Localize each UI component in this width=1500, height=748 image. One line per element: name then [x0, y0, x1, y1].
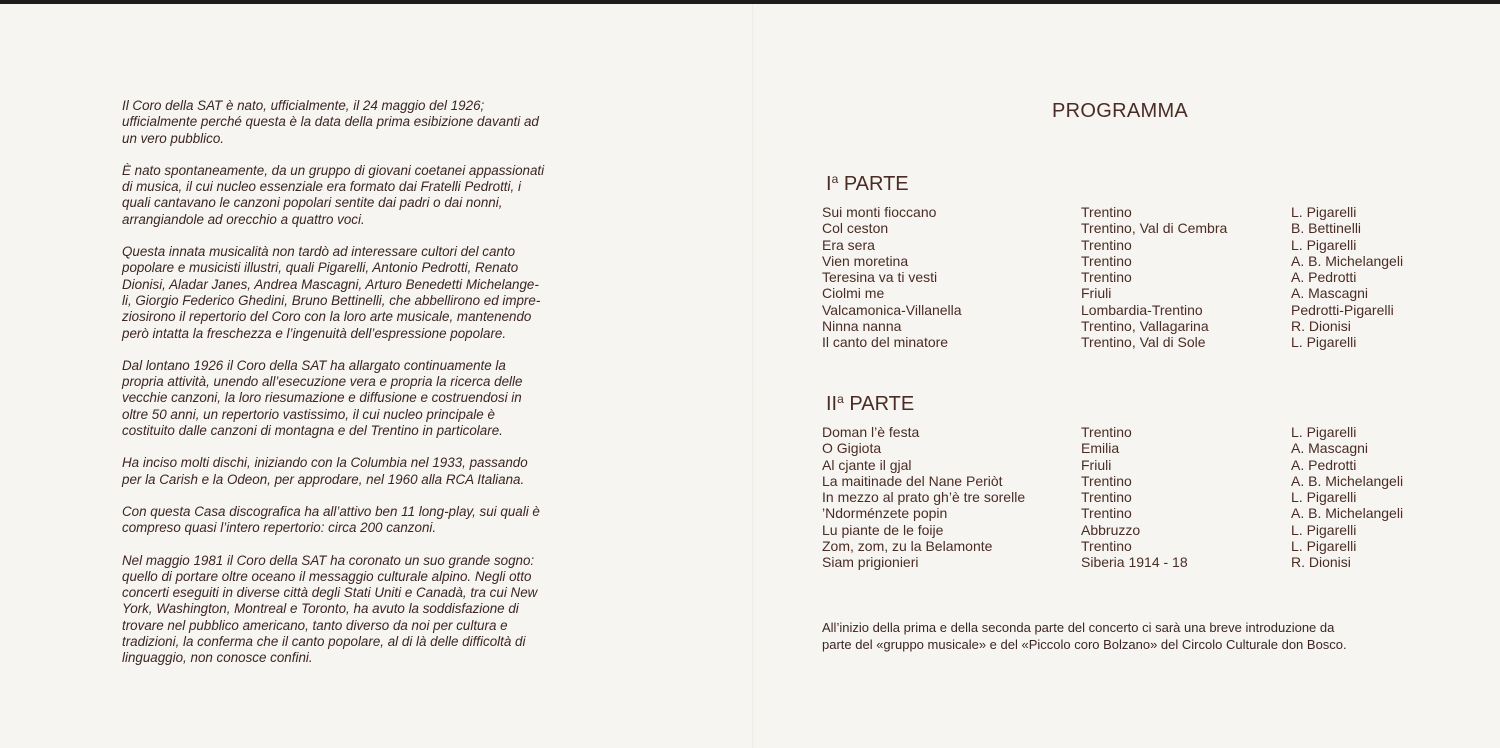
song-region: Trentino	[1081, 204, 1132, 220]
part-2-sup: a	[837, 392, 844, 406]
top-edge	[0, 0, 1500, 4]
song-title: In mezzo al prato gh’è tre sorelle	[822, 489, 1026, 506]
page-fold	[752, 4, 754, 748]
part-1-roman: I	[826, 173, 832, 195]
part-1-sup: a	[831, 172, 839, 186]
song-title: Zom, zom, zu la Belamonte	[822, 538, 993, 555]
song-title: Vien moretina	[822, 252, 909, 269]
song-title: Sui monti fioccano	[822, 204, 937, 220]
paragraph: Il Coro della SAT è nato, ufficialmente, il 24 maggio del 1926; ufficialmente perché questa è la data della prima esibizione davanti ad un vero pubblico.	[122, 98, 539, 146]
part-1-heading	[826, 172, 909, 196]
song-arranger: L. Pigarelli	[1291, 334, 1357, 351]
song-title: Era sera	[822, 236, 875, 253]
paragraph: Con questa Casa discografica ha all’attivo ben 11 long-play, sui quali è compreso quasi l’intero repertorio: circa 200 canzoni.	[122, 503, 540, 536]
song-title: Col ceston	[822, 220, 889, 237]
song-arranger: L. Pigarelli	[1291, 538, 1357, 555]
song-arranger: A. Mascagni	[1291, 285, 1369, 302]
paragraph: Ha inciso molti dischi, iniziando con la Columbia nel 1933, passando per la Carish e la Odeon, per approdare, nel 1960 alla RCA Italiana.	[122, 455, 528, 487]
song-region: Lombardia-Trentino	[1081, 301, 1203, 318]
song-arranger: A. Pedrotti	[1291, 456, 1357, 473]
paragraph: Nel maggio 1981 il Coro della SAT ha coronato un suo grande sogno: quello di portare oltre oceano il messaggio culturale alpino. Negli otto concerti eseguiti in diverse città degli Stati Uniti e Canadà, tra cui New York, Washington, Montreal e Toronto, ha avuto la soddisfazione di trovare nel pubblico americano, tanto diverso da noi per cultura e tradizioni, la conferma che il canto popolare, al di là delle difficoltà di linguaggio, non conosce confini.	[122, 552, 538, 666]
song-region: Trentino	[1081, 505, 1132, 522]
song-title: Siam prigionieri	[822, 554, 919, 571]
song-region: Siberia 1914 - 18	[1081, 554, 1188, 571]
song-region: Trentino	[1081, 236, 1132, 253]
song-region: Friuli	[1081, 456, 1112, 473]
song-arranger: R. Dionisi	[1291, 318, 1351, 335]
song-arranger: A. Mascagni	[1291, 440, 1369, 457]
song-title: Ninna nanna	[822, 318, 902, 335]
part-2-roman: II	[826, 393, 838, 415]
paragraph: Questa innata musicalità non tardò ad interessare cultori del canto popolare e musicisti illustri, quali Pigarelli, Antonio Pedrotti, Renato Dionisi, Aladar Janes, Andrea Mascagni, Arturo Benedetti Michelange- li, Giorgio Federico Ghedini, Bruno Bettinelli, che abbellirono ed impre- ziosirono il repertorio del Coro con la loro arte musicale, mantenendo però intatta la freschezza e l’ingenuità dell’espressione popolare.	[122, 244, 541, 341]
song-arranger: A. Pedrotti	[1291, 269, 1357, 286]
song-arranger: B. Bettinelli	[1291, 220, 1362, 237]
song-region: Trentino	[1081, 269, 1132, 286]
song-arranger: Pedrotti-Pigarelli	[1291, 301, 1394, 318]
song-arranger: L. Pigarelli	[1291, 521, 1357, 538]
song-region: Trentino, Vallagarina	[1081, 318, 1209, 335]
song-region: Trentino, Val di Cembra	[1081, 220, 1228, 237]
song-arranger: L. Pigarelli	[1291, 236, 1357, 253]
song-region: Trentino	[1081, 489, 1132, 506]
song-region: Abbruzzo	[1081, 521, 1141, 538]
song-title: Al cjante il gjal	[822, 456, 912, 473]
part-2-label: PARTE	[849, 393, 915, 415]
song-region: Emilia	[1081, 440, 1120, 457]
part-2-heading	[826, 392, 914, 416]
song-title: La maitinade del Nane Periòt	[822, 472, 1003, 489]
song-title: Teresina va ti vesti	[822, 269, 938, 286]
song-arranger: R. Dionisi	[1291, 554, 1351, 571]
song-region: Trentino, Val di Sole	[1081, 334, 1206, 351]
song-title: Lu piante de le foije	[822, 521, 944, 538]
song-region: Friuli	[1081, 285, 1112, 302]
song-title: Ciolmi me	[822, 285, 885, 302]
song-title: Valcamonica-Villanella	[822, 301, 962, 318]
song-arranger: L. Pigarelli	[1291, 204, 1357, 220]
part-1-label: PARTE	[843, 173, 909, 195]
concert-note: All’inizio della prima e della seconda parte del concerto ci sarà una breve introduzione da parte del «gruppo musicale» e del «Piccolo coro Bolzano» del Circolo Culturale don Bosco.	[822, 620, 1347, 652]
song-region: Trentino	[1081, 538, 1132, 555]
song-title: O Gigiota	[822, 440, 882, 457]
program-title: PROGRAMMA	[1052, 100, 1189, 122]
song-arranger: A. B. Michelangeli	[1291, 252, 1404, 269]
song-title: Doman l’è festa	[822, 424, 920, 440]
history-text	[122, 98, 622, 683]
song-region: Trentino	[1081, 424, 1132, 440]
song-arranger: L. Pigarelli	[1291, 489, 1357, 506]
song-region: Trentino	[1081, 252, 1132, 269]
paragraph: Dal lontano 1926 il Coro della SAT ha allargato continuamente la propria attività, unendo all’esecuzione vera e propria la ricerca delle vecchie canzoni, la loro riesumazione e diffusione e costruendosi in oltre 50 anni, un repertorio vastissimo, il cui nucleo principale è costituito dalle canzoni di montagna e del Trentino in particolare.	[122, 357, 523, 439]
song-region: Trentino	[1081, 472, 1132, 489]
song-arranger: A. B. Michelangeli	[1291, 472, 1404, 489]
paragraph: È nato spontaneamente, da un gruppo di giovani coetanei appassionati di musica, il cui nucleo essenziale era formato dai Fratelli Pedrotti, i quali cantavano le canzoni popolari sentite dai padri o dai nonni, arrangiandole ad orecchio a quattro voci.	[122, 162, 545, 227]
song-title: ’Ndorménzete popin	[822, 505, 948, 522]
song-title: Il canto del minatore	[822, 334, 949, 351]
song-arranger: L. Pigarelli	[1291, 424, 1357, 440]
song-arranger: A. B. Michelangeli	[1291, 505, 1404, 522]
